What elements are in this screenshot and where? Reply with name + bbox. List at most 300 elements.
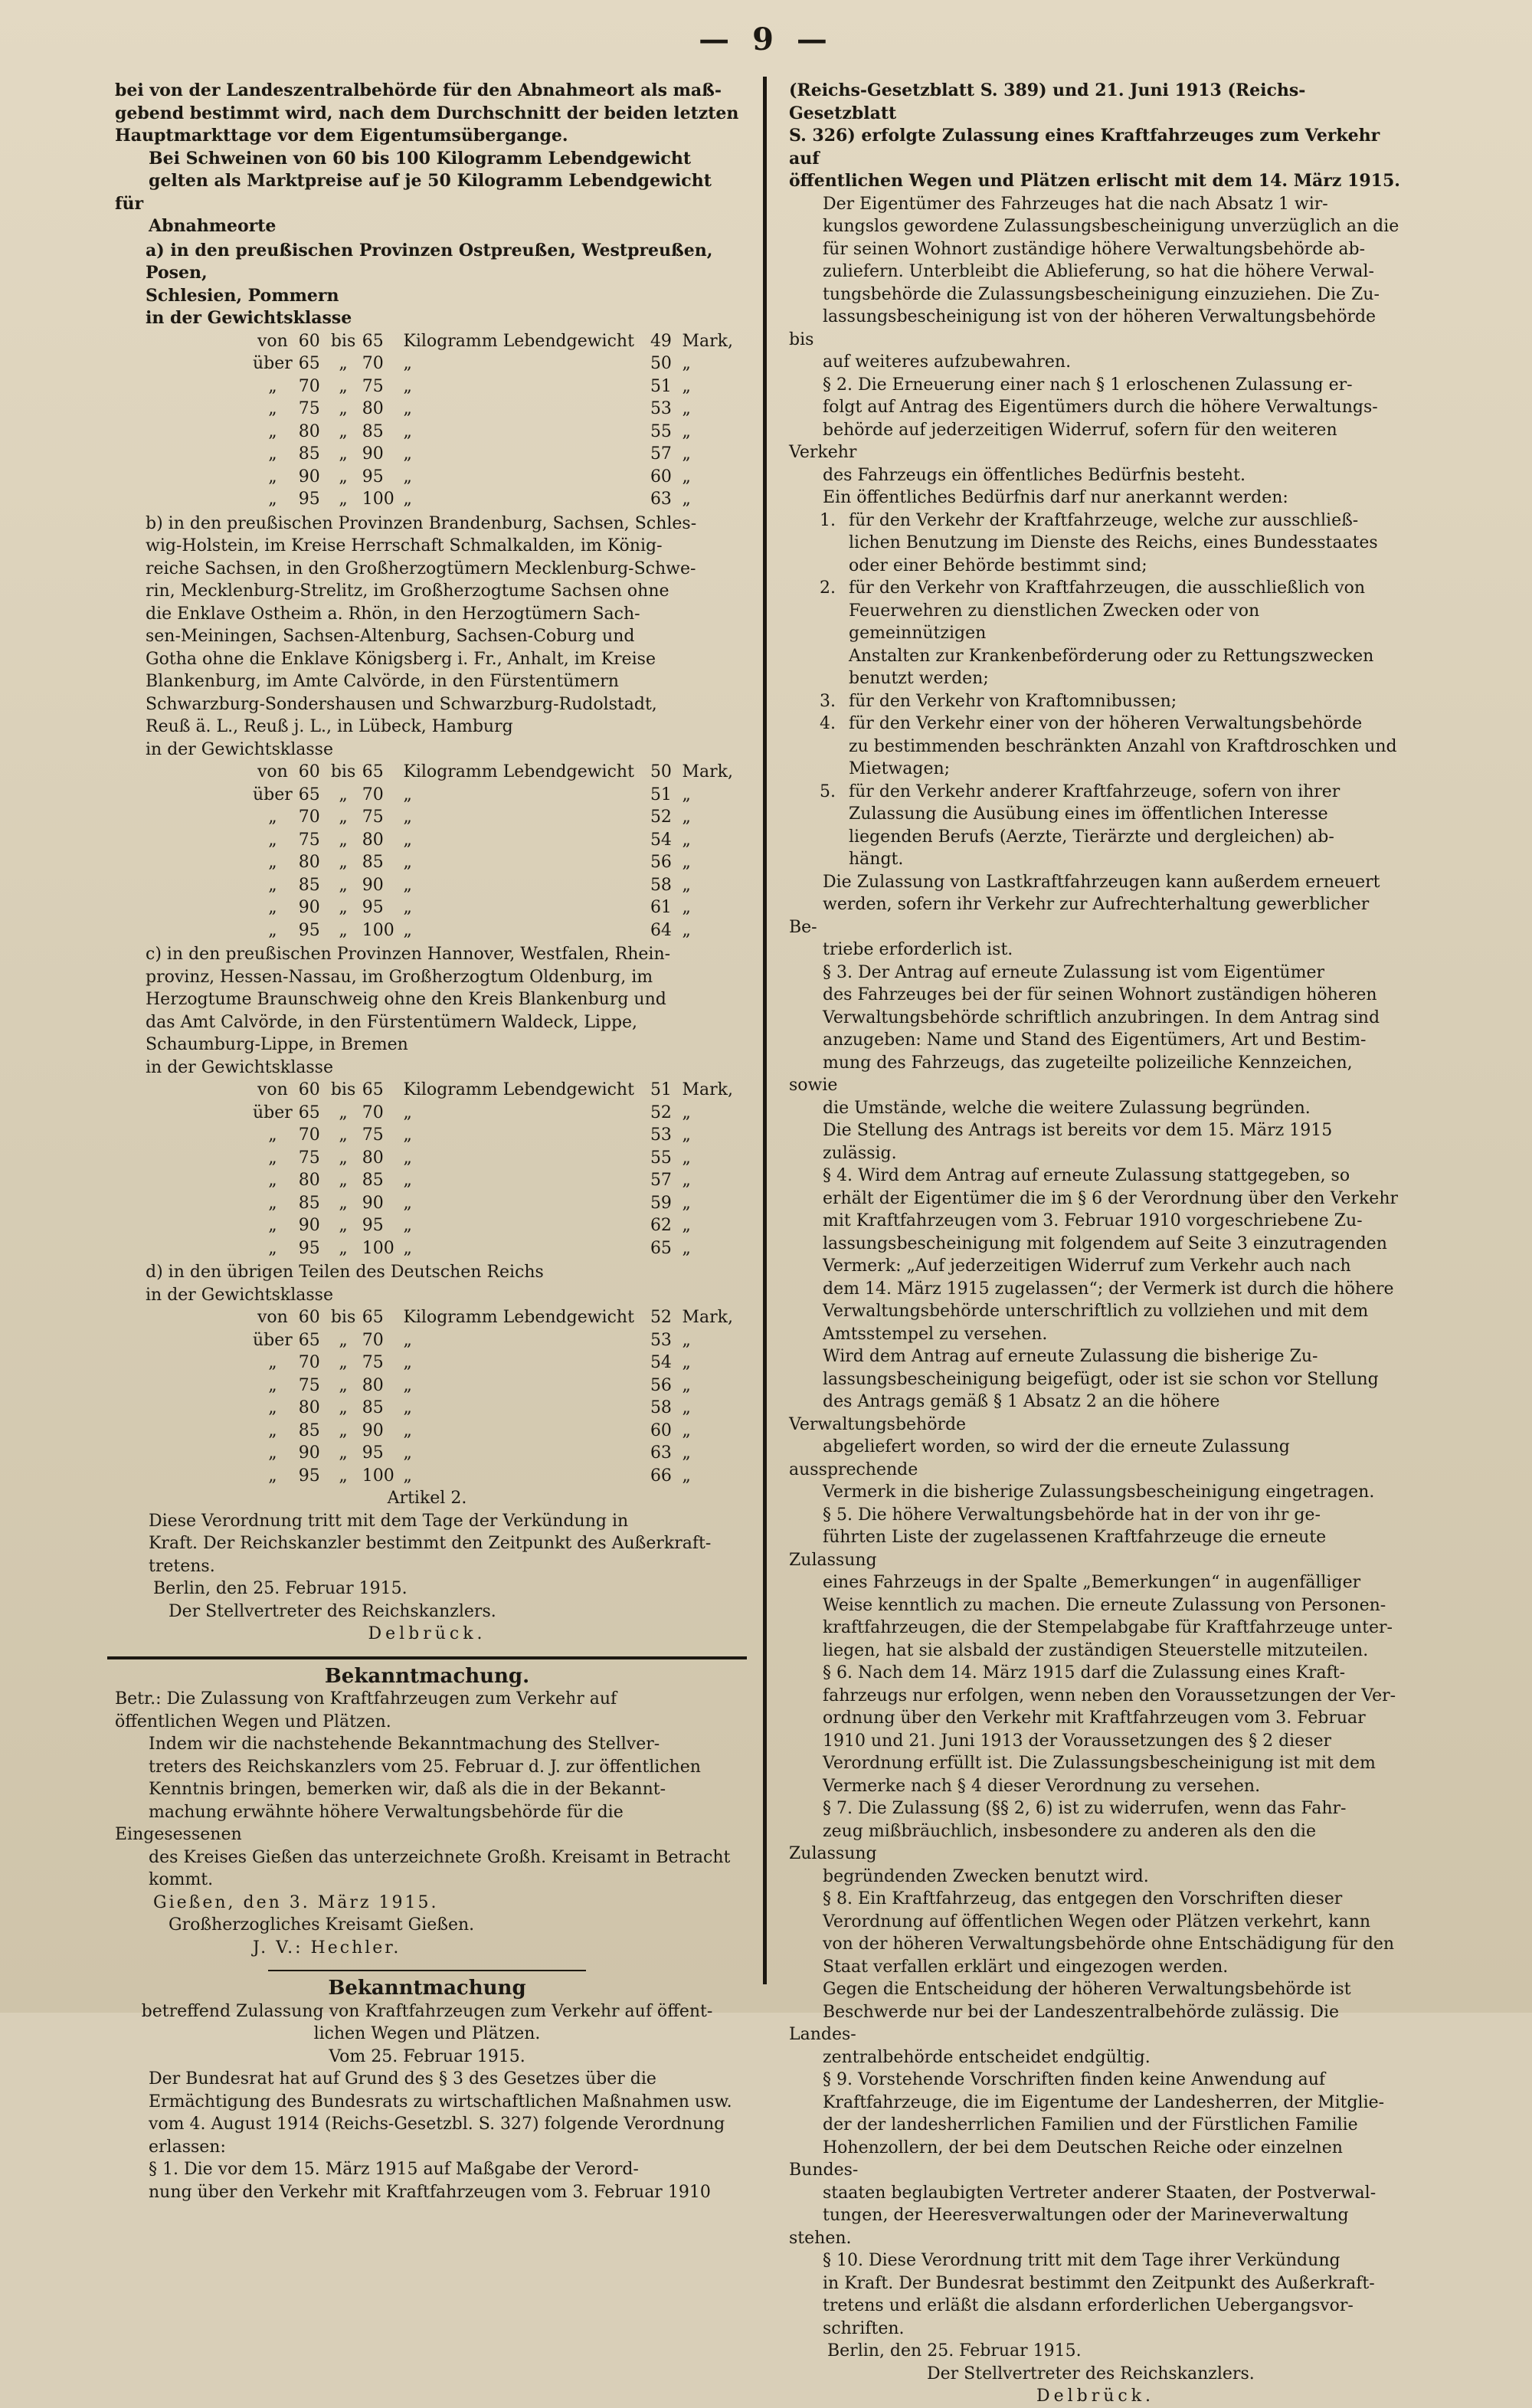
signature-name-1: Delbrück.	[368, 1624, 486, 1643]
cell-kg: Kilogramm Lebendgewicht	[403, 1080, 634, 1099]
list-item	[820, 713, 1402, 781]
cell-b: „	[339, 875, 348, 895]
text-line: § 6. Nach dem 14. März 1915 darf die Zulassung eines Kraft-	[823, 1663, 1346, 1682]
text-line: das Amt Calvörde, in den Fürstentümern Waldeck, Lippe,	[146, 1012, 638, 1032]
text-line: Bei Schweinen von 60 bis 100 Kilogramm Lebendgewicht	[149, 148, 691, 169]
cell-b: „	[339, 467, 348, 487]
cell-from: 75	[298, 399, 320, 418]
cell-m: „	[682, 1375, 691, 1395]
list-number: 3.	[820, 691, 836, 711]
text-line: liegen, hat sie alsbald der zuständigen Steuerstelle mitzuteilen.	[823, 1640, 1369, 1660]
text-line: S. 326) erfolgte Zulassung eines Kraftfahrzeuges zum Verkehr auf	[789, 126, 1380, 169]
cell-b: „	[339, 898, 348, 917]
text-line: Reuß ä. L., Reuß j. L., in Lübeck, Hamburg	[146, 717, 513, 736]
table-row	[253, 330, 739, 353]
cell-m: „	[682, 467, 691, 487]
cell-q: von	[257, 1308, 288, 1327]
list-text	[849, 577, 1402, 690]
left-column	[115, 80, 739, 2203]
cell-q: „	[268, 1420, 277, 1440]
text-line: Zulassung die Ausübung eines im öffentlichen Interesse	[849, 804, 1328, 824]
bekanntmachung-1-office: Großherzogliches Kreisamt Gießen.	[169, 1915, 475, 1935]
paragraph-8-second	[789, 1978, 1402, 2069]
cell-price: 51	[650, 376, 672, 396]
cell-to: 100	[362, 1238, 394, 1258]
need-list	[820, 509, 1402, 871]
cell-price: 51	[650, 785, 672, 804]
cell-m: „	[682, 1193, 691, 1213]
cell-from: 65	[298, 1102, 320, 1122]
cell-to: 75	[362, 1125, 384, 1145]
cell-to: 95	[362, 898, 384, 917]
text-line: Abnahmeorte	[149, 216, 277, 236]
cell-q: über	[253, 354, 293, 373]
text-line: in der Gewichtsklasse	[146, 308, 352, 328]
text-line: für den Verkehr einer von der höheren Verwaltungsbehörde	[849, 714, 1363, 733]
paragraph-1-continued	[789, 80, 1402, 193]
text-line: betreffend Zulassung von Kraftfahrzeugen zum Verkehr auf öffent-	[141, 2001, 713, 2021]
region-d-heading	[146, 1261, 739, 1306]
cell-to: 75	[362, 376, 384, 396]
table-row	[253, 1079, 739, 1102]
section-rule	[107, 1656, 747, 1659]
table-row	[253, 1397, 739, 1420]
cell-kg: „	[403, 1193, 412, 1213]
cell-b: „	[339, 830, 348, 850]
cell-to: 65	[362, 1308, 384, 1327]
table-row	[253, 352, 739, 375]
cell-price: 52	[650, 1308, 672, 1327]
text-line: Verwaltungsbehörde unterschriftlich zu vollziehen und mit dem	[823, 1302, 1369, 1321]
text-line: nung über den Verkehr mit Kraftfahrzeugen vom 3. Februar 1910	[149, 2182, 711, 2202]
table-row	[253, 1351, 739, 1374]
right-column	[789, 80, 1402, 2408]
price-table-d	[253, 1306, 739, 1487]
text-line: die Enklave Ostheim a. Rhön, in den Herzogtümern Sach-	[146, 604, 640, 624]
text-line: d) in den übrigen Teilen des Deutschen Reichs	[146, 1263, 544, 1282]
cell-price: 50	[650, 354, 672, 373]
text-line: ordnung über den Verkehr mit Kraftfahrzeugen vom 3. Februar	[823, 1709, 1366, 1728]
text-line: § 8. Ein Kraftfahrzeug, das entgegen den Vorschriften dieser	[823, 1889, 1343, 1908]
text-line: öffentlichen Wegen und Plätzen erlischt mit dem 14. März 1915.	[789, 171, 1400, 191]
intro-paragraph	[115, 80, 739, 148]
text-line: sen-Meiningen, Sachsen-Altenburg, Sachsen-Coburg und	[146, 627, 635, 646]
cell-to: 95	[362, 467, 384, 487]
list-item	[820, 690, 1402, 713]
artikel-2-text	[115, 1510, 739, 1578]
cell-q: „	[268, 1353, 277, 1372]
cell-kg: „	[403, 1330, 412, 1350]
cell-m: „	[682, 444, 691, 464]
cell-to: 85	[362, 1171, 384, 1190]
cell-from: 60	[298, 762, 320, 781]
cell-price: 57	[650, 1171, 672, 1190]
table-row	[253, 1374, 739, 1397]
table-row	[253, 1442, 739, 1465]
cell-from: 60	[298, 331, 320, 351]
table-row	[253, 874, 739, 897]
bekanntmachung-2-subject	[115, 2000, 739, 2046]
text-line: tretens.	[149, 1556, 215, 1576]
bekanntmachung-1-title: Bekanntmachung.	[324, 1664, 530, 1688]
paragraph-10	[789, 2249, 1402, 2340]
text-line: § 9. Vorstehende Vorschriften finden keine Anwendung auf	[823, 2070, 1326, 2089]
table-row	[253, 919, 739, 942]
text-line: Schwarzburg-Sondershausen und Schwarzburg-Rudolstadt,	[146, 694, 657, 714]
cell-to: 90	[362, 1420, 384, 1440]
cell-from: 95	[298, 920, 320, 940]
cell-m: „	[682, 920, 691, 940]
text-line: Schlesien, Pommern	[146, 285, 339, 306]
paragraph-4-second	[789, 1345, 1402, 1504]
cell-b: „	[339, 920, 348, 940]
text-line: Hauptmarkttage vor dem Eigentumsübergange.	[115, 126, 568, 146]
table-row	[253, 421, 739, 444]
paragraph-2-trucks	[789, 871, 1402, 962]
cell-to: 70	[362, 785, 384, 804]
text-line: anzugeben: Name und Stand des Eigentümers, Art und Bestim-	[823, 1030, 1367, 1050]
cell-b: „	[339, 853, 348, 872]
text-line: § 4. Wird dem Antrag auf erneute Zulassung stattgegeben, so	[823, 1166, 1350, 1185]
cell-price: 64	[650, 920, 672, 940]
text-line: für den Verkehr von Kraftfahrzeugen, die ausschließlich von	[849, 578, 1366, 598]
cell-m: „	[682, 1398, 691, 1417]
text-line: tretens und erläßt die alsdann erforderlichen Uebergangsvor-	[823, 2296, 1354, 2315]
paragraph-5	[789, 1504, 1402, 1663]
paragraph-7	[789, 1797, 1402, 1888]
cell-kg: „	[403, 376, 412, 396]
text-line: öffentlichen Wegen und Plätzen.	[115, 1712, 391, 1731]
list-text	[849, 509, 1402, 578]
bekanntmachung-2-body	[115, 2068, 739, 2158]
list-number: 5.	[820, 781, 836, 801]
cell-b: „	[339, 1216, 348, 1235]
cell-price: 50	[650, 762, 672, 781]
text-line: Der Eigentümer des Fahrzeuges hat die nach Absatz 1 wir-	[823, 194, 1328, 214]
cell-q: „	[268, 467, 277, 487]
text-line: a) in den preußischen Provinzen Ostpreußen, Westpreußen, Posen,	[146, 240, 713, 283]
cell-kg: „	[403, 853, 412, 872]
cell-m: „	[682, 1353, 691, 1372]
cell-from: 90	[298, 898, 320, 917]
list-item	[820, 781, 1402, 871]
bekanntmachung-1-signer: J. V.: Hechler.	[253, 1938, 401, 1958]
cell-from: 95	[298, 1466, 320, 1486]
text-line: treters des Reichskanzlers vom 25. Februar d. J. zur öffentlichen	[149, 1757, 701, 1777]
cell-kg: „	[403, 444, 412, 464]
text-line: Vermerke nach § 4 dieser Verordnung zu versehen.	[823, 1776, 1261, 1796]
text-line: lassungsbescheinigung mit folgendem auf Seite 3 einzutragenden	[823, 1233, 1387, 1253]
cell-price: 60	[650, 1420, 672, 1440]
text-line: wig-Holstein, im Kreise Herrschaft Schmalkalden, im König-	[146, 536, 663, 555]
cell-price: 52	[650, 1102, 672, 1122]
text-line: Vermerk in die bisherige Zulassungsbescheinigung eingetragen.	[823, 1482, 1375, 1502]
cell-kg: „	[403, 467, 412, 487]
date-line-1: Berlin, den 25. Februar 1915.	[153, 1579, 408, 1598]
cell-m: „	[682, 399, 691, 418]
cell-q: von	[257, 331, 288, 351]
cell-kg: Kilogramm Lebendgewicht	[403, 331, 634, 351]
text-line: machung erwähnte höhere Verwaltungsbehörde für die Eingesessenen	[115, 1802, 624, 1844]
cell-to: 75	[362, 1353, 384, 1372]
region-c-heading	[146, 943, 739, 1079]
cell-kg: „	[403, 1125, 412, 1145]
cell-price: 63	[650, 490, 672, 509]
text-line: triebe erforderlich ist.	[823, 940, 1013, 959]
cell-q: „	[268, 1125, 277, 1145]
cell-m: „	[682, 1216, 691, 1235]
cell-m: „	[682, 875, 691, 895]
artikel-2-heading: Artikel 2.	[387, 1489, 467, 1508]
text-line: eines Fahrzeugs in der Spalte „Bemerkungen“ in augenfälliger	[823, 1573, 1361, 1592]
text-line: Gotha ohne die Enklave Königsberg i. Fr., Anhalt, im Kreise	[146, 649, 656, 669]
text-line: kommt.	[149, 1870, 214, 1889]
text-line: c) in den preußischen Provinzen Hannover, Westfalen, Rhein-	[146, 945, 671, 964]
text-line: in der Gewichtsklasse	[146, 1057, 333, 1077]
cell-from: 70	[298, 1353, 320, 1372]
text-line: Anstalten zur Krankenbeförderung oder zu Rettungszwecken	[849, 646, 1374, 666]
cell-price: 62	[650, 1216, 672, 1235]
table-row	[253, 466, 739, 489]
text-line: schriften.	[823, 2318, 905, 2338]
cell-q: „	[268, 376, 277, 396]
text-line: Staat verfallen erklärt und eingezogen werden.	[823, 1957, 1229, 1977]
cell-to: 95	[362, 1216, 384, 1235]
signature-name-2: Delbrück.	[1036, 2387, 1155, 2406]
text-line: behörde auf jederzeitigen Widerruf, sofern für den weiteren Verkehr	[789, 420, 1337, 462]
paragraph-3	[789, 962, 1402, 1120]
cell-from: 70	[298, 376, 320, 396]
cell-to: 70	[362, 1330, 384, 1350]
cell-to: 75	[362, 808, 384, 827]
text-line: provinz, Hessen-Nassau, im Großherzogtum Oldenburg, im	[146, 967, 653, 987]
cell-b: bis	[330, 331, 356, 351]
text-line: gelten als Marktpreise auf je 50 Kilogramm Lebendgewicht für	[115, 171, 712, 214]
cell-price: 61	[650, 898, 672, 917]
cell-m: „	[682, 1148, 691, 1168]
cell-q: „	[268, 1375, 277, 1395]
text-line: führten Liste der zugelassenen Kraftfahrzeuge die erneute Zulassung	[789, 1528, 1327, 1570]
date-line-2: Berlin, den 25. Februar 1915.	[827, 2341, 1082, 2360]
cell-to: 90	[362, 875, 384, 895]
cell-kg: „	[403, 1466, 412, 1486]
cell-from: 75	[298, 1148, 320, 1168]
cell-q: über	[253, 1330, 293, 1350]
cell-b: „	[339, 1420, 348, 1440]
cell-kg: „	[403, 1420, 412, 1440]
cell-from: 85	[298, 444, 320, 464]
cell-q: „	[268, 920, 277, 940]
text-line: erlassen:	[149, 2137, 226, 2157]
paragraph-3-second	[789, 1119, 1402, 1165]
bekanntmachung-2-title: Bekanntmachung	[328, 1977, 526, 2000]
text-line: § 1. Die vor dem 15. März 1915 auf Maßgabe der Verord-	[149, 2160, 639, 2179]
cell-m: „	[682, 830, 691, 850]
cell-m: „	[682, 421, 691, 441]
cell-price: 55	[650, 421, 672, 441]
text-line: § 7. Die Zulassung (§§ 2, 6) ist zu widerrufen, wenn das Fahr-	[823, 1799, 1347, 1818]
cell-kg: „	[403, 785, 412, 804]
cell-kg: „	[403, 354, 412, 373]
table-row	[253, 1306, 739, 1329]
cell-b: „	[339, 1148, 348, 1168]
cell-m: „	[682, 853, 691, 872]
text-line: oder einer Behörde bestimmt sind;	[849, 555, 1147, 575]
text-line: erhält der Eigentümer die im § 6 der Verordnung über den Verkehr	[823, 1188, 1399, 1208]
text-line: lichen Benutzung im Dienste des Reichs, eines Bundesstaates	[849, 533, 1378, 552]
text-line: zeug mißbräuchlich, insbesondere zu anderen als den die Zulassung	[789, 1821, 1316, 1863]
table-row	[253, 488, 739, 511]
text-line: lassungsbescheinigung beigefügt, oder ist sie schon vor Stellung	[823, 1369, 1379, 1389]
text-line: abgeliefert worden, so wird der die erneute Zulassung aussprechende	[789, 1437, 1290, 1479]
cell-m: „	[682, 1466, 691, 1486]
page-number: — 9 —	[699, 21, 833, 57]
text-line: Die Zulassung von Lastkraftfahrzeugen kann außerdem erneuert	[823, 872, 1380, 892]
paragraph-2-need: Ein öffentliches Bedürfnis darf nur anerkannt werden:	[823, 488, 1288, 507]
cell-to: 80	[362, 1148, 384, 1168]
text-line: zuliefern. Unterbleibt die Ablieferung, so hat die höhere Verwal-	[823, 262, 1374, 281]
cell-kg: „	[403, 1398, 412, 1417]
cell-m: „	[682, 1330, 691, 1350]
cell-m: „	[682, 1125, 691, 1145]
text-line: für den Verkehr anderer Kraftfahrzeuge, sofern von ihrer	[849, 781, 1340, 801]
table-row	[253, 443, 739, 466]
cell-b: „	[339, 1193, 348, 1213]
cell-b: „	[339, 421, 348, 441]
cell-b: bis	[330, 1308, 356, 1327]
text-line: Vermerk: „Auf jederzeitigen Widerruf zum Verkehr auch nach	[823, 1256, 1351, 1276]
cell-b: „	[339, 785, 348, 804]
text-line: dem 14. März 1915 zugelassen“; der Vermerk ist durch die höhere	[823, 1279, 1394, 1299]
cell-kg: „	[403, 1353, 412, 1372]
paragraph-2	[789, 374, 1402, 487]
table-row	[253, 1169, 739, 1192]
text-line: Indem wir die nachstehende Bekanntmachung des Stellver-	[149, 1735, 660, 1754]
text-line: § 3. Der Antrag auf erneute Zulassung ist vom Eigentümer	[823, 962, 1324, 982]
cell-price: 58	[650, 1398, 672, 1417]
paragraph-4	[789, 1165, 1402, 1345]
text-line: zulässig.	[823, 1143, 897, 1163]
cell-kg: „	[403, 1375, 412, 1395]
cell-from: 70	[298, 808, 320, 827]
region-b-heading	[146, 513, 739, 762]
cell-m: „	[682, 785, 691, 804]
text-line: lichen Wegen und Plätzen.	[313, 2024, 541, 2043]
text-line: (Reichs-Gesetzblatt S. 389) und 21. Juni 1913 (Reichs-Gesetzblatt	[789, 80, 1306, 123]
cell-b: „	[339, 376, 348, 396]
cell-price: 57	[650, 444, 672, 464]
cell-to: 85	[362, 1398, 384, 1417]
text-line: Verordnung erfüllt ist. Die Zulassungsbescheinigung ist mit dem	[823, 1754, 1376, 1773]
cell-m: „	[682, 354, 691, 373]
text-line: staaten beglaubigten Vertreter anderer Staaten, der Postverwal-	[823, 2183, 1377, 2203]
text-line: in der Gewichtsklasse	[146, 1285, 333, 1305]
cell-to: 90	[362, 444, 384, 464]
text-line: tungen, der Heeresverwaltungen oder der Marineverwaltung stehen.	[789, 2206, 1349, 2248]
cell-price: 59	[650, 1193, 672, 1213]
cell-price: 55	[650, 1148, 672, 1168]
cell-price: 52	[650, 808, 672, 827]
text-line: tungsbehörde die Zulassungsbescheinigung einzuziehen. Die Zu-	[823, 284, 1380, 304]
cell-to: 90	[362, 1193, 384, 1213]
text-line: Verordnung auf öffentlichen Wegen oder Plätzen verkehrt, kann	[823, 1912, 1371, 1931]
text-line: begründenden Zwecken benutzt wird.	[823, 1866, 1149, 1886]
text-line: Die Stellung des Antrags ist bereits vor dem 15. März 1915	[823, 1121, 1333, 1140]
cell-from: 90	[298, 467, 320, 487]
table-row	[253, 1329, 739, 1352]
cell-from: 85	[298, 875, 320, 895]
text-line: für den Verkehr von Kraftomnibussen;	[849, 691, 1177, 711]
cell-from: 70	[298, 1125, 320, 1145]
cell-q: „	[268, 875, 277, 895]
cell-kg: „	[403, 830, 412, 850]
cell-from: 60	[298, 1308, 320, 1327]
text-line: liegenden Berufs (Aerzte, Tierärzte und dergleichen) ab-	[849, 827, 1334, 847]
cell-m: Mark,	[682, 331, 733, 351]
cell-price: 66	[650, 1466, 672, 1486]
cell-b: „	[339, 1443, 348, 1463]
table-row	[253, 851, 739, 874]
cell-price: 51	[650, 1080, 672, 1099]
cell-b: bis	[330, 1080, 356, 1099]
cell-b: „	[339, 1238, 348, 1258]
text-line: zentralbehörde entscheidet endgültig.	[823, 2047, 1151, 2067]
cell-kg: „	[403, 1171, 412, 1190]
cell-to: 85	[362, 853, 384, 872]
text-line: fahrzeugs nur erfolgen, wenn neben den Voraussetzungen der Ver-	[823, 1686, 1396, 1705]
region-a-heading	[146, 240, 739, 330]
table-row	[253, 829, 739, 852]
short-rule	[268, 1970, 586, 1971]
cell-q: „	[268, 1238, 277, 1258]
cell-b: „	[339, 1125, 348, 1145]
cell-m: „	[682, 1171, 691, 1190]
text-line: lassungsbescheinigung ist von der höheren Verwaltungsbehörde bis	[789, 307, 1377, 349]
text-line: folgt auf Antrag des Eigentümers durch die höhere Verwaltungs-	[823, 398, 1378, 417]
cell-q: „	[268, 830, 277, 850]
cell-kg: „	[403, 1238, 412, 1258]
text-line: 1910 und 21. Juni 1913 der Voraussetzungen des § 2 dieser	[823, 1731, 1332, 1751]
cell-b: „	[339, 444, 348, 464]
cell-q: „	[268, 1398, 277, 1417]
table-row	[253, 1214, 739, 1237]
text-line: Verwaltungsbehörde schriftlich anzubringen. In dem Antrag sind	[823, 1007, 1380, 1027]
cell-q: „	[268, 808, 277, 827]
cell-price: 53	[650, 1125, 672, 1145]
text-line: in Kraft. Der Bundesrat bestimmt den Zeitpunkt des Außerkraft-	[823, 2273, 1375, 2293]
cell-q: „	[268, 1443, 277, 1463]
list-text	[849, 713, 1402, 781]
bekanntmachung-1-date: Gießen, den 3. März 1915.	[153, 1892, 439, 1912]
cell-from: 60	[298, 1080, 320, 1099]
cell-from: 65	[298, 785, 320, 804]
cell-b: „	[339, 1102, 348, 1122]
table-row	[253, 1192, 739, 1215]
bekanntmachung-1-body	[115, 1733, 739, 1892]
cell-from: 85	[298, 1193, 320, 1213]
cell-b: bis	[330, 762, 356, 781]
table-row	[253, 761, 739, 784]
cell-q: „	[268, 853, 277, 872]
cell-price: 56	[650, 1375, 672, 1395]
cell-kg: „	[403, 898, 412, 917]
text-line: § 2. Die Erneuerung einer nach § 1 erloschenen Zulassung er-	[823, 375, 1353, 395]
text-line: Herzogtume Braunschweig ohne den Kreis Blankenburg und	[146, 990, 666, 1009]
cell-m: „	[682, 898, 691, 917]
table-row	[253, 398, 739, 421]
text-line: kungslos gewordene Zulassungsbescheinigung unverzüglich an die	[823, 217, 1399, 236]
text-line: des Fahrzeuges bei der für seinen Wohnort zuständigen höheren	[823, 985, 1377, 1004]
